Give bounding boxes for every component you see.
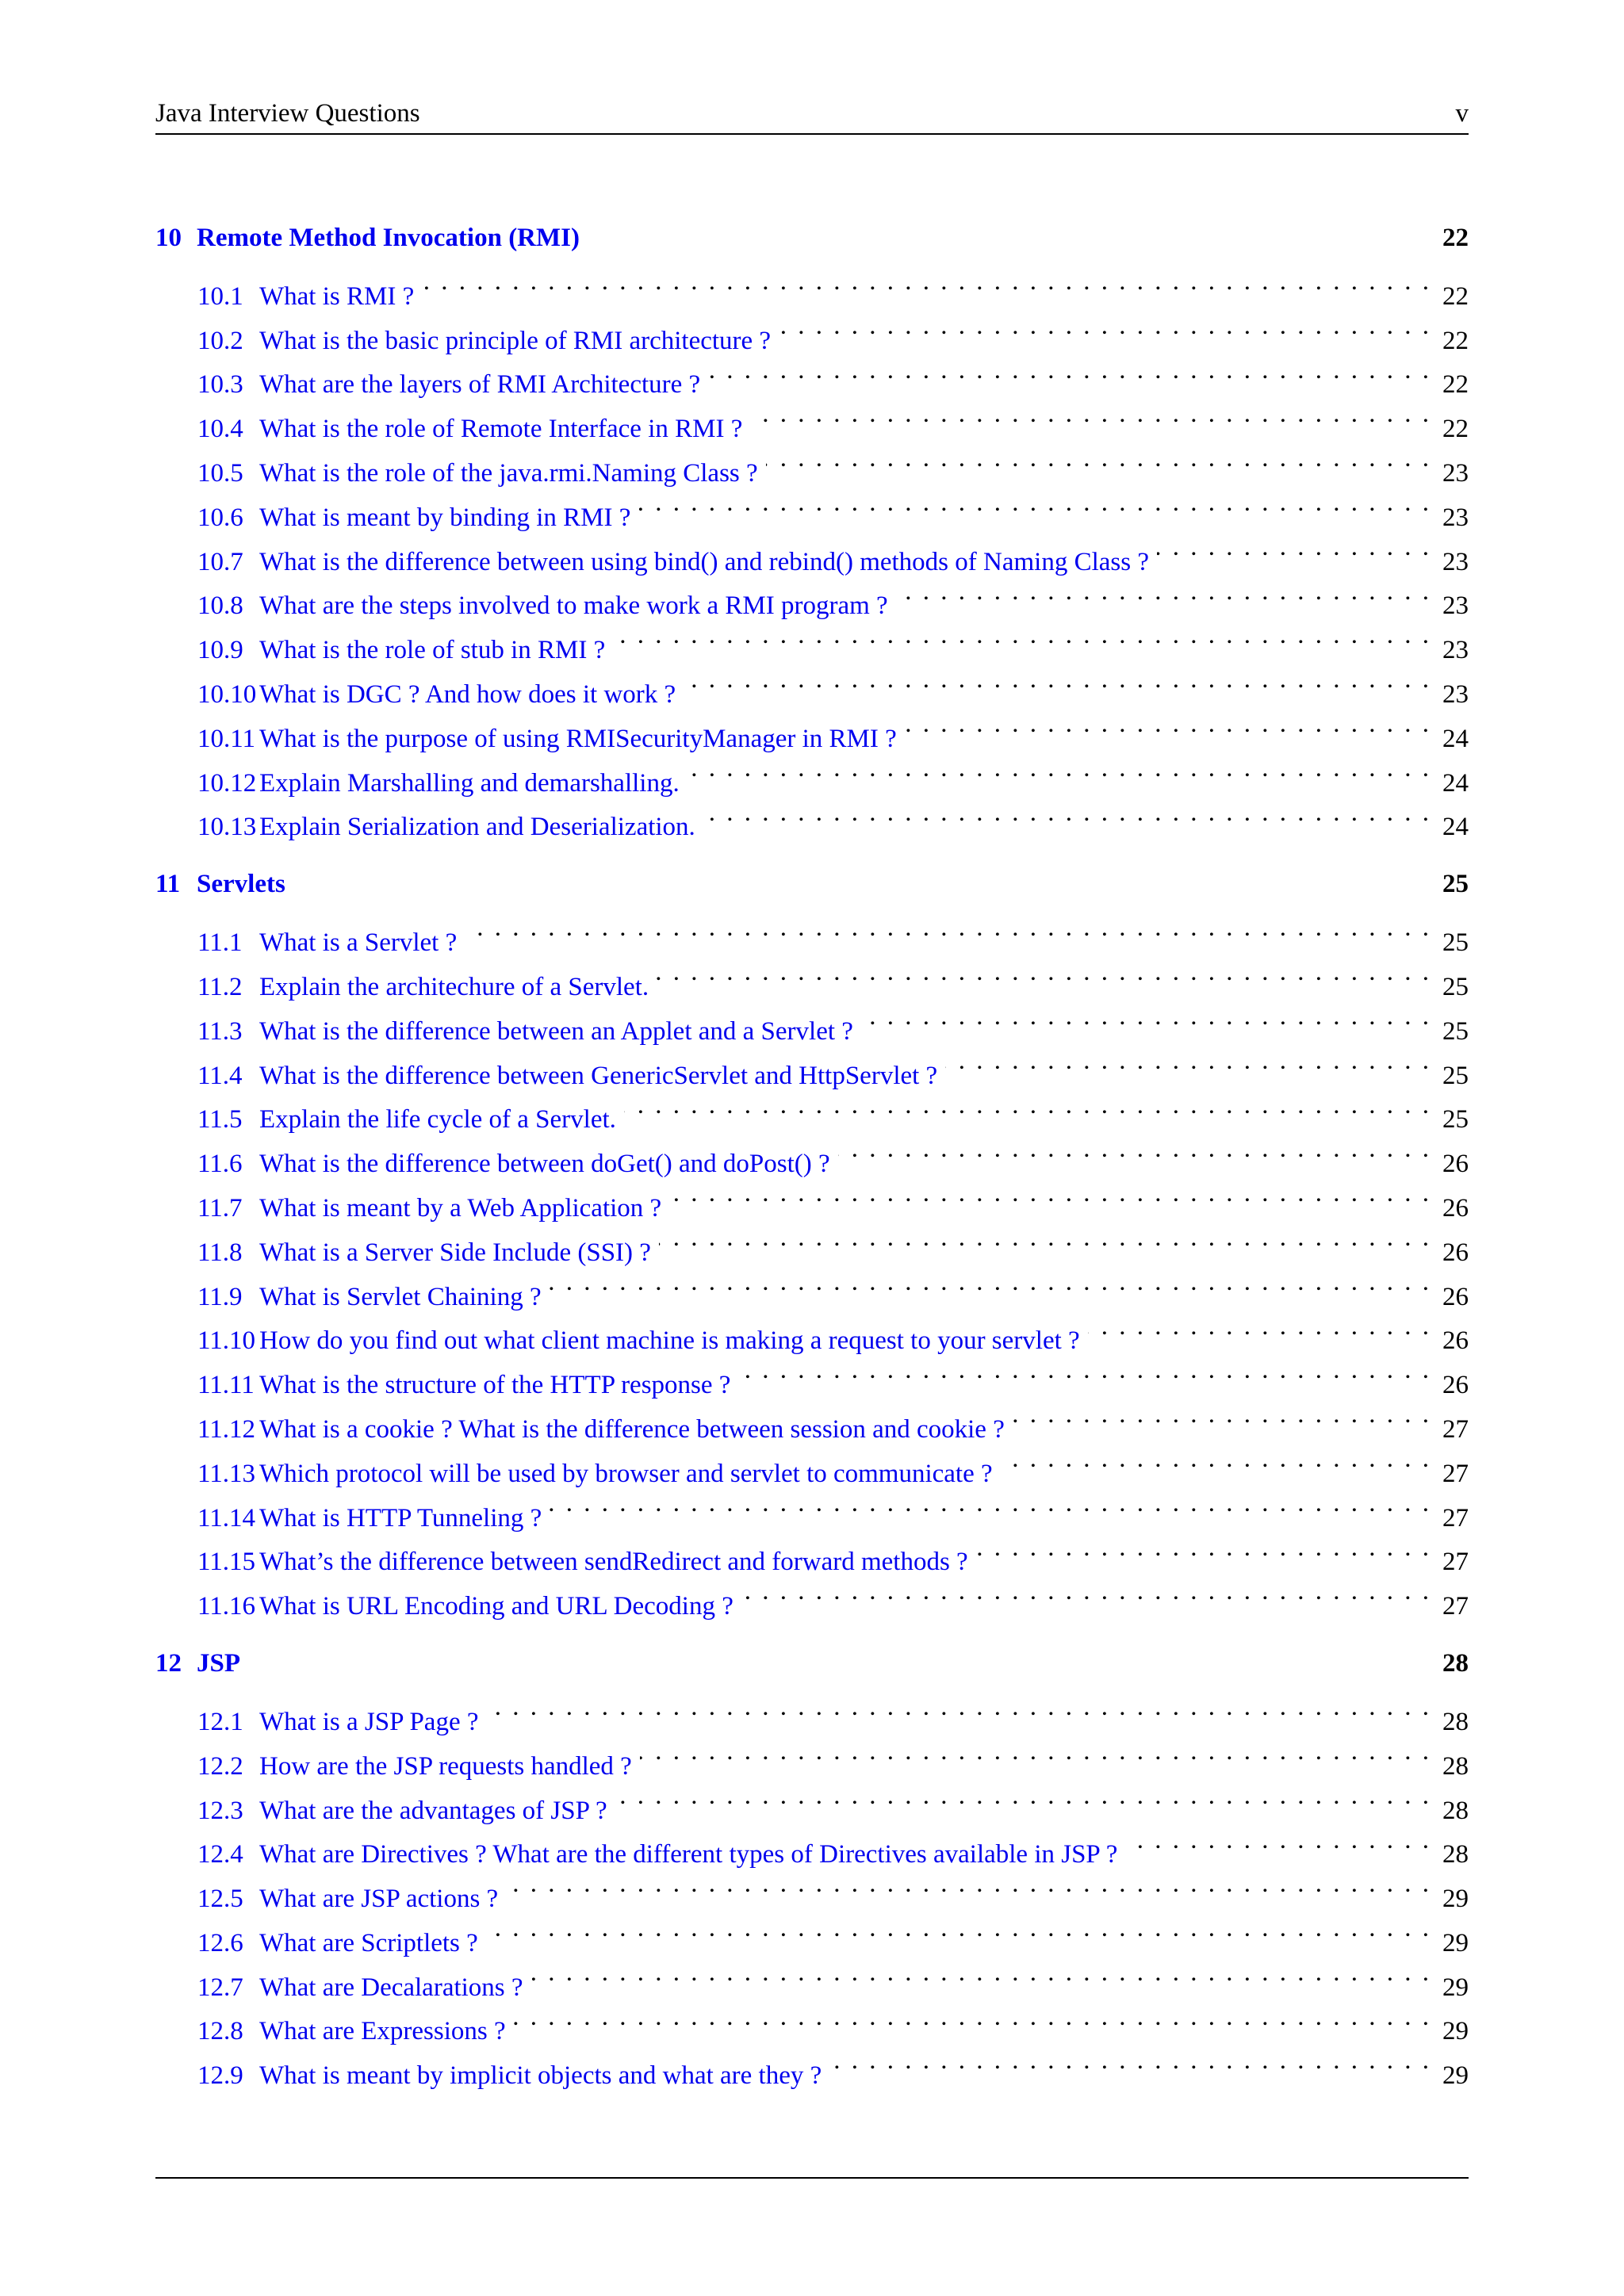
toc-chapter[interactable] xyxy=(155,1641,1469,1686)
entry-title[interactable]: Explain Marshalling and demarshalling. xyxy=(259,768,680,798)
toc-chapter[interactable] xyxy=(155,862,1469,906)
chapter-number[interactable]: 10 xyxy=(155,224,182,252)
dot-leader xyxy=(1157,526,1440,570)
dot-leader xyxy=(905,702,1440,747)
dot-leader xyxy=(506,1862,1440,1907)
entry-number[interactable]: 10.11 xyxy=(197,724,256,753)
entry-page: 26 xyxy=(1442,1282,1469,1311)
entry-number[interactable]: 12.2 xyxy=(197,1751,243,1781)
entry-page: 29 xyxy=(1442,2061,1469,2091)
entry-number[interactable]: 11.6 xyxy=(197,1150,243,1179)
dot-leader xyxy=(684,658,1440,702)
entry-page: 25 xyxy=(1442,928,1469,958)
entry-title[interactable]: What is the difference between an Applet and a Servlet ? xyxy=(259,1016,853,1046)
dot-leader xyxy=(1125,1819,1440,1863)
entry-title[interactable]: What is the role of stub in RMI ? xyxy=(259,636,606,665)
dot-leader xyxy=(766,437,1440,481)
entry-page: 25 xyxy=(1442,972,1469,1001)
entry-title[interactable]: Explain Serialization and Deserialization. xyxy=(259,813,695,842)
dot-leader xyxy=(750,392,1440,437)
entry-title[interactable]: What is Servlet Chaining ? xyxy=(259,1282,542,1311)
chapter-page: 22 xyxy=(1442,224,1469,252)
page-header xyxy=(155,94,1469,135)
entry-title[interactable]: What is the role of Remote Interface in RMI ? xyxy=(259,415,743,444)
entry-page: 27 xyxy=(1442,1414,1469,1444)
dot-leader xyxy=(1013,1393,1440,1437)
entry-page: 29 xyxy=(1442,1885,1469,1914)
dot-leader xyxy=(465,906,1440,951)
entry-title[interactable]: What are Scriptlets ? xyxy=(259,1928,478,1957)
entry-number[interactable]: 10.13 xyxy=(197,813,257,842)
dot-leader xyxy=(486,1907,1440,1951)
chapter-page: 28 xyxy=(1442,1649,1469,1678)
entry-number[interactable]: 10.8 xyxy=(197,591,243,621)
dot-leader xyxy=(640,1730,1440,1774)
entry-title[interactable]: What are the steps involved to make work a RMI program ? xyxy=(259,591,888,621)
entry-title[interactable]: What is DGC ? And how does it work ? xyxy=(259,679,676,709)
entry-title[interactable]: What is the purpose of using RMISecurityManager in RMI ? xyxy=(259,724,897,753)
entry-number[interactable]: 11.8 xyxy=(197,1238,243,1267)
dot-leader xyxy=(708,349,1440,393)
entry-page: 23 xyxy=(1442,503,1469,532)
entry-page: 23 xyxy=(1442,636,1469,665)
entry-title[interactable]: What is a Servlet ? xyxy=(259,928,458,958)
entry-number[interactable]: 11.1 xyxy=(197,928,243,958)
toc-entry[interactable] xyxy=(155,1686,1469,1736)
dot-leader xyxy=(838,1127,1440,1172)
dot-leader xyxy=(638,481,1440,526)
entry-title[interactable]: What are the layers of RMI Architecture ? xyxy=(259,370,701,400)
entry-title[interactable]: What is the difference between using bind() and rebind() methods of Naming Class ? xyxy=(259,547,1149,576)
entry-title[interactable]: What is meant by a Web Application ? xyxy=(259,1193,662,1223)
entry-page: 23 xyxy=(1442,458,1469,488)
entry-page: 27 xyxy=(1442,1592,1469,1621)
entry-title[interactable]: What are Directives ? What are the different types of Directives available in JSP ? xyxy=(259,1840,1118,1869)
entry-page: 25 xyxy=(1442,1061,1469,1090)
entry-title[interactable]: Explain the life cycle of a Servlet. xyxy=(259,1105,616,1135)
entry-page: 29 xyxy=(1442,1973,1469,2002)
entry-title[interactable]: What is meant by implicit objects and what are they ? xyxy=(259,2061,822,2091)
chapter-number[interactable]: 11 xyxy=(155,870,181,899)
entry-title[interactable]: What is the role of the java.rmi.Naming Class ? xyxy=(259,458,758,488)
entry-page: 26 xyxy=(1442,1326,1469,1356)
entry-page: 29 xyxy=(1442,1928,1469,1957)
entry-title[interactable]: What is the structure of the HTTP response ? xyxy=(259,1371,731,1400)
dot-leader xyxy=(514,1996,1440,2040)
dot-leader xyxy=(861,995,1440,1039)
entry-page: 26 xyxy=(1442,1238,1469,1267)
entry-number[interactable]: 10.3 xyxy=(197,370,243,400)
entry-number[interactable]: 11.16 xyxy=(197,1592,256,1621)
dot-leader xyxy=(657,951,1440,995)
entry-page: 22 xyxy=(1442,281,1469,311)
entry-title[interactable]: What is the difference between GenericServlet and HttpServlet ? xyxy=(259,1061,938,1090)
entry-page: 28 xyxy=(1442,1707,1469,1736)
entry-number[interactable]: 12.6 xyxy=(197,1928,243,1957)
entry-number[interactable]: 11.14 xyxy=(197,1503,256,1533)
entry-page: 26 xyxy=(1442,1193,1469,1223)
entry-page: 25 xyxy=(1442,1016,1469,1046)
entry-page: 28 xyxy=(1442,1796,1469,1825)
entry-number[interactable]: 10.12 xyxy=(197,768,257,798)
entry-title[interactable]: What are Expressions ? xyxy=(259,2017,506,2046)
entry-page: 23 xyxy=(1442,547,1469,576)
entry-number[interactable]: 12.9 xyxy=(197,2061,243,2091)
entry-number[interactable]: 12.4 xyxy=(197,1840,243,1869)
entry-number[interactable]: 11.10 xyxy=(197,1326,256,1356)
entry-title[interactable]: What are the advantages of JSP ? xyxy=(259,1796,607,1825)
entry-number[interactable]: 10.6 xyxy=(197,503,243,532)
dot-leader xyxy=(1088,1305,1440,1349)
entry-number[interactable]: 12.3 xyxy=(197,1796,243,1825)
entry-title[interactable]: What is a Server Side Include (SSI) ? xyxy=(259,1238,651,1267)
entry-page: 23 xyxy=(1442,591,1469,621)
entry-page: 28 xyxy=(1442,1840,1469,1869)
entry-title[interactable]: What is HTTP Tunneling ? xyxy=(259,1503,542,1533)
entry-number[interactable]: 12.1 xyxy=(197,1707,243,1736)
entry-number[interactable]: 11.11 xyxy=(197,1371,255,1400)
dot-leader xyxy=(615,1774,1440,1819)
entry-page: 25 xyxy=(1442,1105,1469,1135)
dot-leader xyxy=(829,2039,1440,2084)
entry-title[interactable]: What is a cookie ? What is the difference between session and cookie ? xyxy=(259,1414,1005,1444)
entry-title[interactable]: What is meant by binding in RMI ? xyxy=(259,503,631,532)
entry-number[interactable]: 11.13 xyxy=(197,1459,256,1488)
dot-leader xyxy=(550,1482,1440,1526)
dot-leader xyxy=(688,747,1440,791)
entry-page: 22 xyxy=(1442,370,1469,400)
dot-leader xyxy=(738,1349,1440,1393)
dot-leader xyxy=(703,791,1440,836)
dot-leader xyxy=(531,1951,1440,1996)
entry-number[interactable]: 11.2 xyxy=(197,972,243,1001)
entry-page: 24 xyxy=(1442,768,1469,798)
entry-title[interactable]: What are JSP actions ? xyxy=(259,1885,499,1914)
toc-entry[interactable] xyxy=(155,906,1469,958)
table-of-contents xyxy=(155,216,1469,2091)
dot-leader xyxy=(550,1261,1440,1305)
entry-title[interactable]: What is RMI ? xyxy=(259,281,415,311)
entry-page: 26 xyxy=(1442,1371,1469,1400)
entry-number[interactable]: 10.5 xyxy=(197,458,243,488)
entry-page: 26 xyxy=(1442,1150,1469,1179)
entry-number[interactable]: 11.7 xyxy=(197,1193,243,1223)
entry-page: 24 xyxy=(1442,813,1469,842)
chapter-number[interactable]: 12 xyxy=(155,1649,182,1678)
dot-leader xyxy=(487,1686,1441,1730)
entry-number[interactable]: 12.8 xyxy=(197,2017,243,2046)
entry-title[interactable]: What are Decalarations ? xyxy=(259,1973,523,2002)
entry-title[interactable]: Which protocol will be used by browser and servlet to communicate ? xyxy=(259,1459,993,1488)
dot-leader xyxy=(624,1084,1440,1128)
entry-number[interactable]: 10.9 xyxy=(197,636,243,665)
entry-number[interactable]: 12.5 xyxy=(197,1885,243,1914)
dot-leader xyxy=(613,614,1440,658)
entry-number[interactable]: 11.15 xyxy=(197,1548,256,1577)
entry-number[interactable]: 10.1 xyxy=(197,281,243,311)
page-number: v xyxy=(1455,99,1469,128)
entry-title[interactable]: What’s the difference between sendRedirect and forward methods ? xyxy=(259,1548,968,1577)
dot-leader xyxy=(945,1039,1440,1084)
entry-number[interactable]: 11.4 xyxy=(197,1061,243,1090)
entry-number[interactable]: 10.4 xyxy=(197,415,243,444)
entry-page: 29 xyxy=(1442,2017,1469,2046)
entry-number[interactable]: 11.5 xyxy=(197,1105,243,1135)
entry-title[interactable]: How are the JSP requests handled ? xyxy=(259,1751,632,1781)
chapter-title[interactable]: JSP xyxy=(197,1649,241,1678)
toc-entry[interactable] xyxy=(155,260,1469,311)
entry-page: 22 xyxy=(1442,415,1469,444)
dot-leader xyxy=(896,570,1440,614)
dot-leader xyxy=(741,1570,1440,1614)
entry-title[interactable]: Explain the architechure of a Servlet. xyxy=(259,972,649,1001)
entry-page: 23 xyxy=(1442,679,1469,709)
dot-leader xyxy=(976,1526,1440,1571)
entry-title[interactable]: What is the difference between doGet() and doPost() ? xyxy=(259,1150,830,1179)
footer-rule xyxy=(155,2177,1469,2179)
chapter-page: 25 xyxy=(1442,870,1469,899)
entry-page: 24 xyxy=(1442,724,1469,753)
entry-number[interactable]: 11.3 xyxy=(197,1016,243,1046)
dot-leader xyxy=(422,260,1440,304)
entry-number[interactable]: 11.12 xyxy=(197,1414,256,1444)
entry-title[interactable]: What is a JSP Page ? xyxy=(259,1707,479,1736)
entry-page: 28 xyxy=(1442,1751,1469,1781)
entry-page: 22 xyxy=(1442,326,1469,355)
entry-page: 27 xyxy=(1442,1503,1469,1533)
entry-number[interactable]: 12.7 xyxy=(197,1973,243,2002)
chapter-title[interactable]: Remote Method Invocation (RMI) xyxy=(197,224,580,252)
running-title: Java Interview Questions xyxy=(155,99,420,128)
entry-title[interactable]: What is URL Encoding and URL Decoding ? xyxy=(259,1592,733,1621)
dot-leader xyxy=(659,1216,1440,1261)
dot-leader xyxy=(779,304,1440,349)
entry-page: 27 xyxy=(1442,1459,1469,1488)
entry-title[interactable]: How do you find out what client machine is making a request to your servlet ? xyxy=(259,1326,1080,1356)
chapter-title[interactable]: Servlets xyxy=(197,870,285,899)
toc-chapter[interactable] xyxy=(155,216,1469,260)
entry-number[interactable]: 11.9 xyxy=(197,1282,243,1311)
dot-leader xyxy=(1001,1437,1440,1482)
entry-number[interactable]: 10.7 xyxy=(197,547,243,576)
dot-leader xyxy=(669,1172,1440,1216)
entry-number[interactable]: 10.10 xyxy=(197,679,257,709)
entry-title[interactable]: What is the basic principle of RMI architecture ? xyxy=(259,326,772,355)
entry-page: 27 xyxy=(1442,1548,1469,1577)
entry-number[interactable]: 10.2 xyxy=(197,326,243,355)
